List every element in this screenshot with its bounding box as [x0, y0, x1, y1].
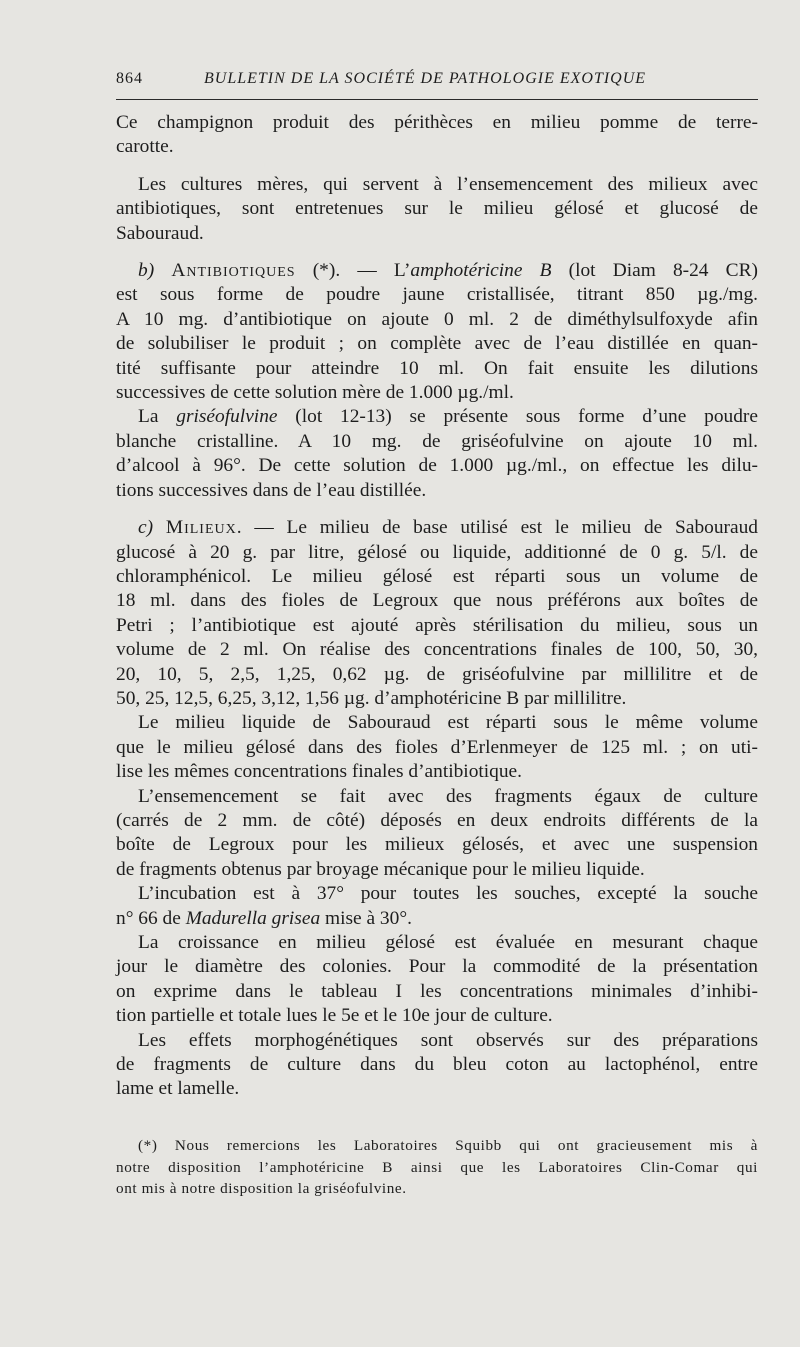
paragraph-growth-evaluation	[116, 931, 758, 1029]
paragraph-mother-cultures	[116, 173, 758, 246]
text-line: tion partielle et totale lues le 5e et le 10e jour de culture.	[116, 1005, 553, 1027]
section-label: b)	[138, 260, 172, 282]
section-heading-line	[116, 516, 758, 540]
text-fragment: La	[138, 406, 177, 428]
text-line: 50, 25, 12,5, 6,25, 3,12, 1,56 µg. d’amphotéricine B par millilitre.	[116, 687, 627, 709]
text-line: (carrés de 2 mm. de côté) déposés en deux endroits différents de la	[116, 809, 758, 831]
text-line: boîte de Legroux pour les milieux gélosés, et avec une suspension	[116, 834, 758, 856]
footnote-line: notre disposition l’amphotéricine B ainsi que les Laboratoires Clin-Comar qui	[116, 1158, 758, 1176]
text-line: chloramphénicol. Le milieu gélosé est réparti sous un volume de	[116, 565, 758, 587]
paragraph-morphogenetic-effects	[116, 1029, 758, 1102]
header-rule	[116, 99, 758, 100]
text-line: tions successives dans de l’eau distillée.	[116, 479, 427, 501]
text-line: L’ensemencement se fait avec des fragments égaux de culture	[138, 785, 758, 807]
text-line: La croissance en milieu gélosé est évaluée en mesurant chaque	[138, 932, 758, 953]
text-line	[116, 907, 758, 931]
paragraph-incubation	[116, 882, 758, 931]
section-heading-milieux: Milieux	[165, 517, 237, 539]
footnote	[116, 1135, 758, 1200]
text-line: lame et lamelle.	[116, 1078, 240, 1100]
drug-name-griseofulvin: griséofulvine	[176, 406, 278, 428]
text-line: Les effets morphogénétiques sont observés sur des préparations	[138, 1029, 758, 1051]
text-line: tité suffisante pour atteindre 10 ml. On fait ensuite les dilutions	[116, 357, 758, 379]
text-fragment: mise à 30°.	[320, 907, 412, 929]
text-fragment: . — Le milieu de base utilisé est le milieu de Sabouraud	[236, 517, 758, 539]
article-body	[116, 111, 758, 1102]
text-line: L’incubation est à 37° pour toutes les souches, excepté la souche	[138, 883, 758, 905]
text-line: volume de 2 ml. On réalise des concentrations finales de 100, 50, 30,	[116, 639, 758, 661]
text-line: de fragments obtenus par broyage mécanique pour le milieu liquide.	[116, 858, 645, 880]
text-fragment: (lot Diam 8-24 CR)	[551, 260, 758, 282]
text-line: est sous forme de poudre jaune cristallisée, titrant 850 µg./mg.	[116, 284, 758, 306]
text-line: glucosé à 20 g. par litre, gélosé ou liquide, additionné de 0 g. 5/l. de	[116, 541, 758, 563]
text-line: 18 ml. dans des fioles de Legroux que nous préférons aux boîtes de	[116, 590, 758, 612]
text-line: carotte.	[116, 136, 174, 158]
text-fragment: (lot 12-13) se présente sous forme d’une poudre	[277, 406, 758, 428]
paragraph-perithecia	[116, 111, 758, 160]
section-label: c)	[138, 517, 166, 539]
text-line: d’alcool à 96°. De cette solution de 1.000 µg./ml., on effectue les dilu-	[116, 455, 758, 477]
text-line: blanche cristalline. A 10 mg. de griséofulvine on ajoute 10 ml.	[116, 430, 758, 452]
text-line: successives de cette solution mère de 1.000 µg./ml.	[116, 382, 514, 404]
section-milieux	[116, 516, 758, 711]
paragraph-liquid-medium	[116, 711, 758, 784]
page-number: 864	[116, 70, 143, 87]
text-line: lise les mêmes concentrations finales d’antibiotique.	[116, 761, 523, 783]
text-line: Les cultures mères, qui servent à l’ensemencement des milieux avec	[138, 173, 758, 195]
species-name: Madurella grisea	[185, 907, 321, 929]
text-line: de solubiliser le produit ; on complète avec de l’eau distillée en quan-	[116, 333, 758, 355]
text-line: de fragments de culture dans du bleu coton au lactophénol, entre	[116, 1054, 758, 1076]
running-title: BULLETIN DE LA SOCIÉTÉ DE PATHOLOGIE EXOTIQUE	[204, 70, 647, 87]
text-line	[116, 405, 758, 429]
text-line: Le milieu liquide de Sabouraud est réparti sous le même volume	[138, 712, 758, 734]
text-line: Ce champignon produit des périthèces en milieu pomme de terre-	[116, 112, 758, 133]
footnote-line: ont mis à notre disposition la griséofulvine.	[116, 1180, 407, 1197]
footnote-line: (*) Nous remercions les Laboratoires Squibb qui ont gracieusement mis à	[138, 1137, 758, 1154]
paragraph-griseofulvin	[116, 405, 758, 503]
section-antibiotiques	[116, 259, 758, 405]
text-line: que le milieu gélosé dans des fioles d’Erlenmeyer de 125 ml. ; on uti-	[116, 736, 758, 758]
text-line: Sabouraud.	[116, 222, 204, 244]
text-line: 20, 10, 5, 2,5, 1,25, 0,62 µg. de griséofulvine par millilitre et de	[116, 663, 758, 685]
text-fragment: (*). — L’	[295, 260, 411, 282]
text-line: antibiotiques, sont entretenues sur le milieu gélosé et glucosé de	[116, 198, 758, 220]
running-header	[116, 70, 758, 92]
section-heading-line	[116, 259, 758, 283]
text-line: jour le diamètre des colonies. Pour la commodité de la présentation	[116, 956, 758, 978]
text-line: A 10 mg. d’antibiotique on ajoute 0 ml. 2 de diméthylsulfoxyde afin	[116, 308, 758, 330]
section-heading-antibiotiques: Antibiotiques	[171, 260, 296, 282]
text-line: Petri ; l’antibiotique est ajouté après stérilisation du milieu, sous un	[116, 614, 758, 636]
paragraph-inoculation	[116, 785, 758, 883]
drug-name-amphotericin: amphotéricine B	[410, 260, 552, 282]
text-fragment: n° 66 de	[116, 907, 186, 929]
text-line: on exprime dans le tableau I les concentrations minimales d’inhibi-	[116, 980, 758, 1002]
